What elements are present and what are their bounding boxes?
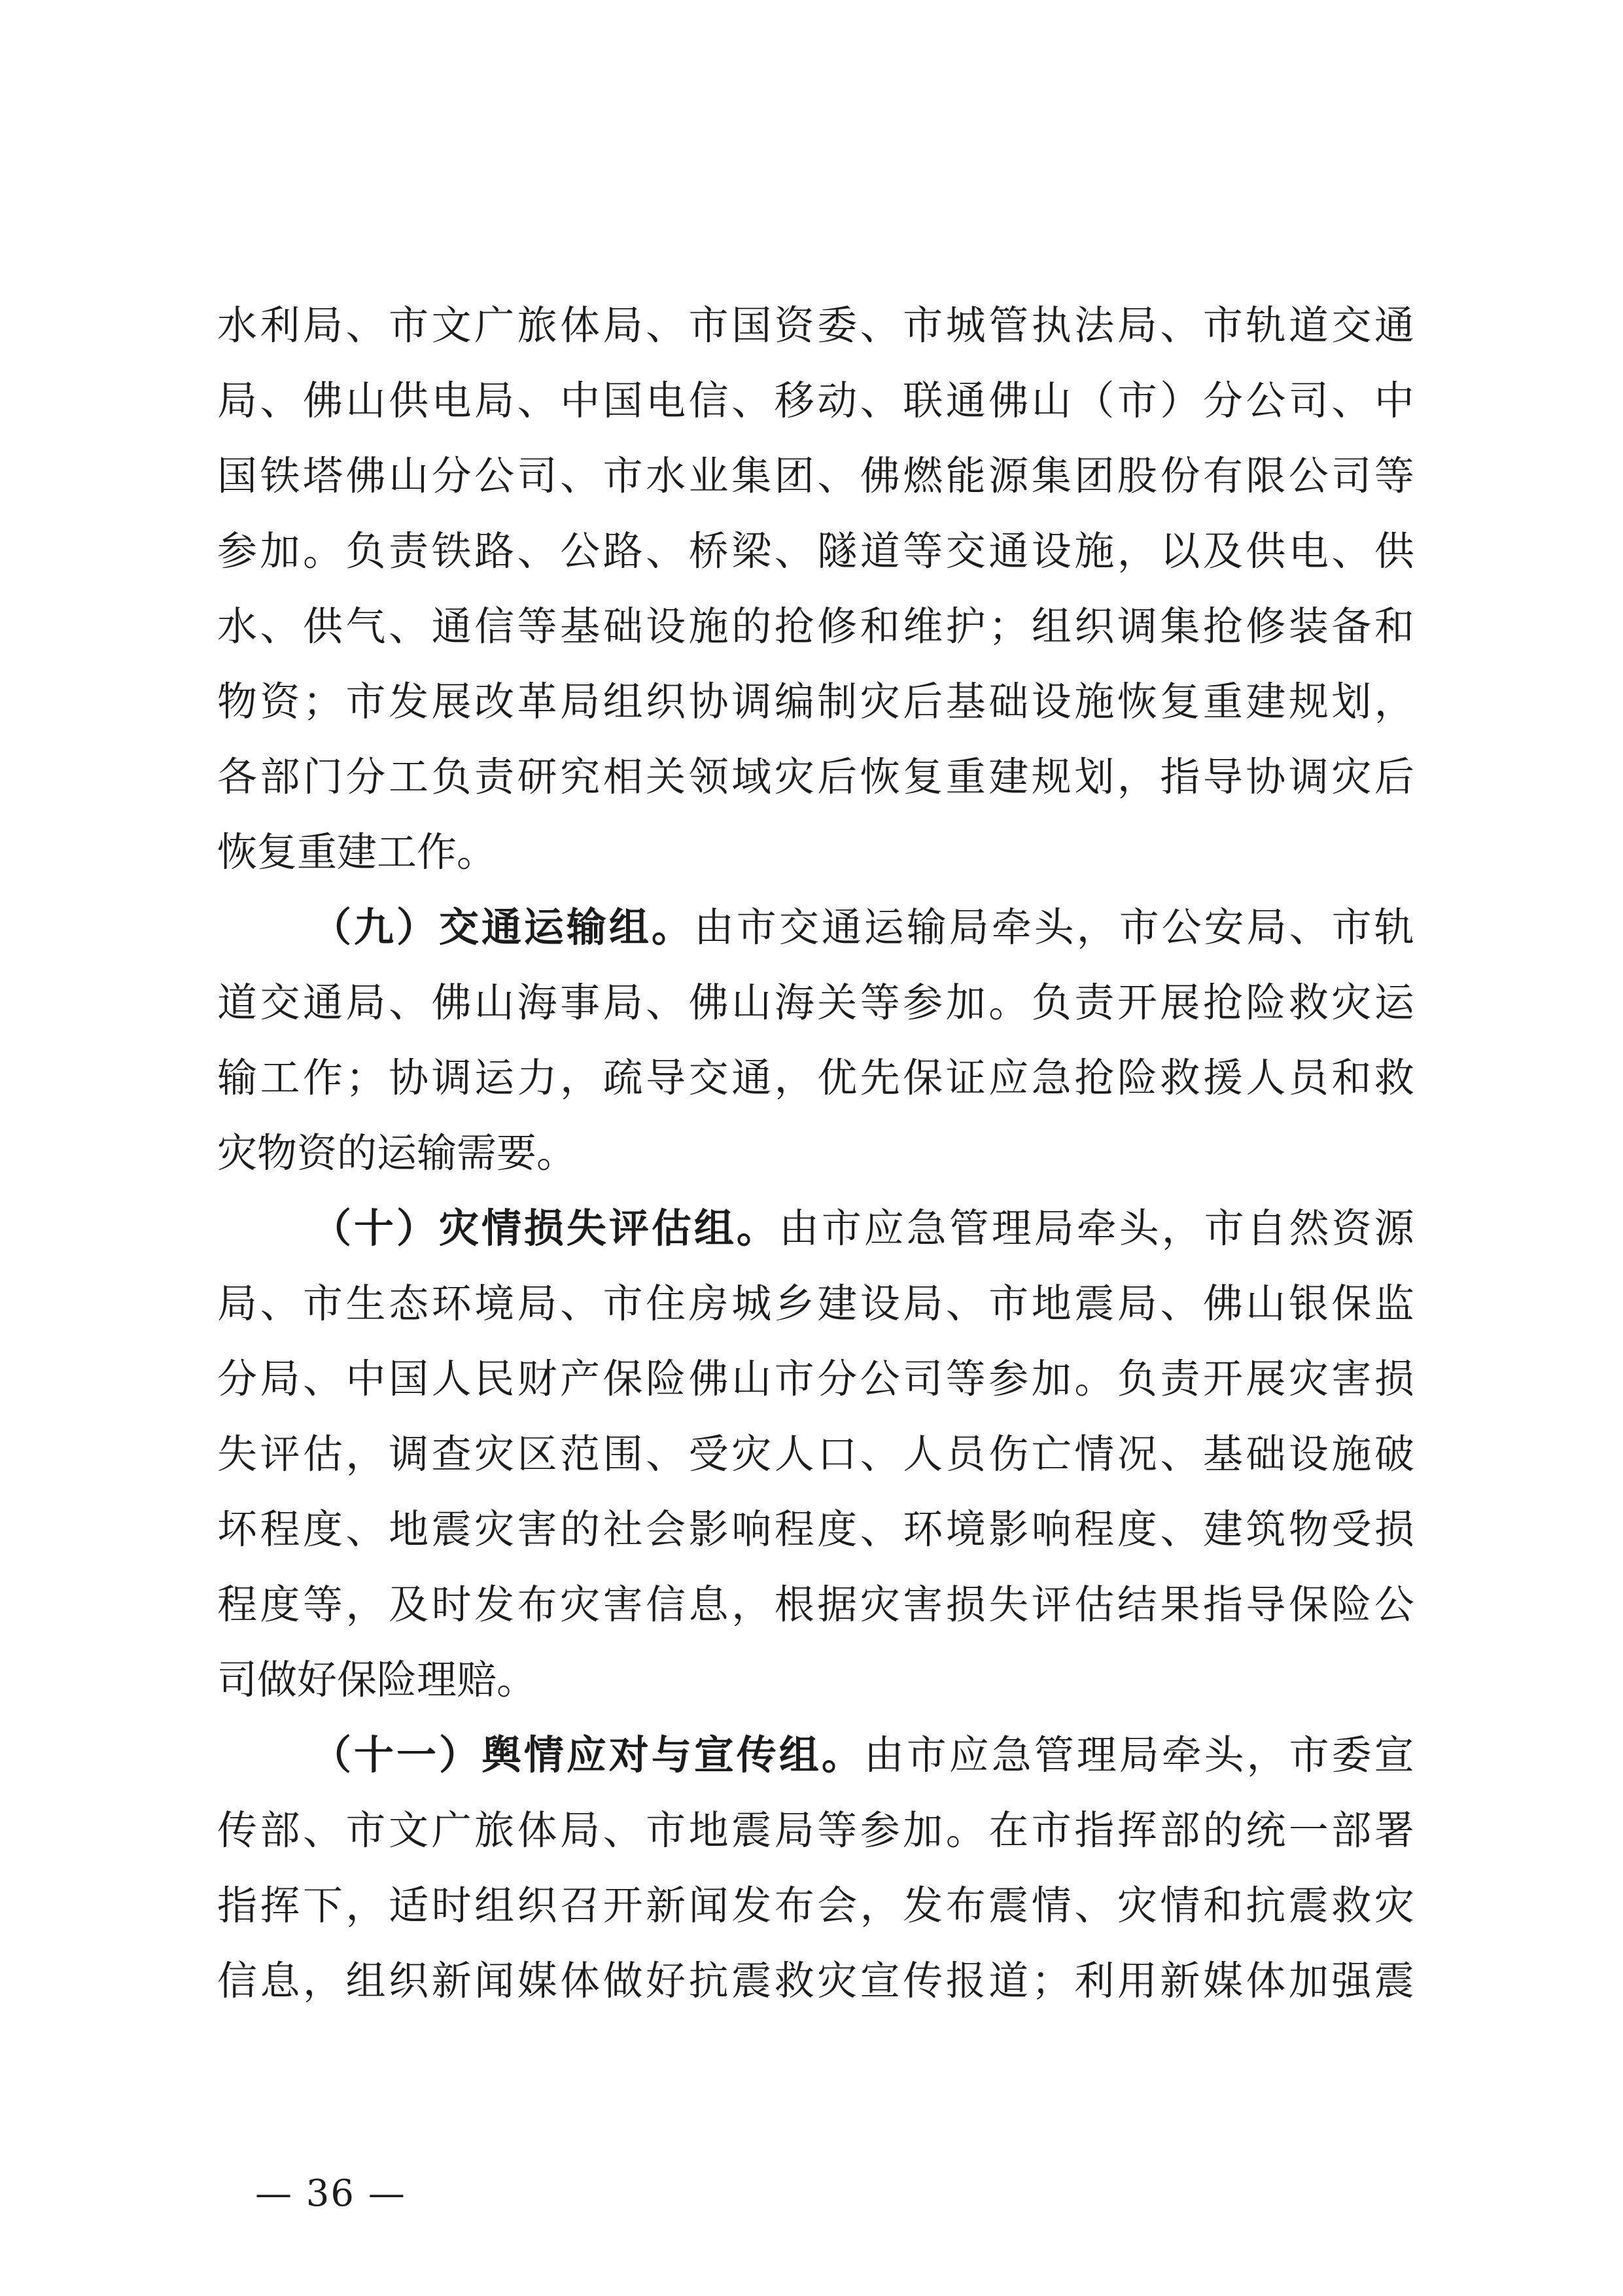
text-line: 各 部 门 分 工 负 责 研 究 相 关 领 域 灾 后 恢 复 重 建 规 划 ， 指 导 协 调 灾 后 [217,754,1414,800]
text-line: 坏 程 度 、 地 震 灾 害 的 社 会 影 响 程 度 、 环 境 影 响 程 度 、 建 筑 物 受 损 [217,1506,1414,1553]
text-line: 输 工 作 ； 协 调 运 力 ， 疏 导 交 通 ， 优 先 保 证 应 急 抢 险 救 援 人 员 和 救 [217,1055,1414,1101]
line-text: 司做好保险理赔。 [217,1657,537,1703]
text-line: 传 部 、 市 文 广 旅 体 局 、 市 地 震 局 等 参 加 。 在 市 指 挥 部 的 统 一 部 署 [217,1807,1414,1854]
page-number: — 36 — [255,2172,406,2215]
text-line: 失 评 估 ， 调 查 灾 区 范 围 、 受 灾 人 口 、 人 员 伤 亡 情 况 、 基 础 设 施 破 [217,1431,1414,1477]
text-line [217,1642,1414,1718]
text-line [217,815,1414,890]
text-line: 国 铁 塔 佛 山 分 公 司 、 市 水 业 集 团 、 佛 燃 能 源 集 团 股 份 有 限 公 司 等 [217,453,1414,499]
section-heading-line: （ 十 一 ） 舆 情 应 对 与 宣 传 组 。 由 市 应 急 管 理 局 牵 头 ， 市 委 宣 [311,1732,1414,1778]
document-body [217,288,1414,2019]
text-line: 参 加 。 负 责 铁 路 、 公 路 、 桥 梁 、 隧 道 等 交 通 设 施 ， 以 及 供 电 、 供 [217,528,1414,574]
text-line: 指 挥 下 ， 适 时 组 织 召 开 新 闻 发 布 会 ， 发 布 震 情 、 灾 情 和 抗 震 救 灾 [217,1882,1414,1929]
text-line: 局 、 佛 山 供 电 局 、 中 国 电 信 、 移 动 、 联 通 佛 山 （ 市 ） 分 公 司 、 中 [217,378,1414,424]
line-text: 恢复重建工作。 [217,829,497,875]
text-line: 水 利 局 、 市 文 广 旅 体 局 、 市 国 资 委 、 市 城 管 执 法 局 、 市 轨 道 交 通 [217,302,1414,349]
text-line: 水 、 供 气 、 通 信 等 基 础 设 施 的 抢 修 和 维 护 ； 组 织 调 集 抢 修 装 备 和 [217,603,1414,650]
text-line: 信 息 ， 组 织 新 闻 媒 体 做 好 抗 震 救 灾 宣 传 报 道 ； 利 用 新 媒 体 加 强 震 [217,1958,1414,2004]
text-line: 道 交 通 局 、 佛 山 海 事 局 、 佛 山 海 关 等 参 加 。 负 责 开 展 抢 险 救 灾 运 [217,980,1414,1026]
line-text: 灾物资的运输需要。 [217,1130,577,1176]
text-line: 局 、 市 生 态 环 境 局 、 市 住 房 城 乡 建 设 局 、 市 地 震 局 、 佛 山 银 保 监 [217,1280,1414,1327]
section-heading-line: （ 九 ） 交 通 运 输 组 。 由 市 交 通 运 输 局 牵 头 ， 市 公 安 局 、 市 轨 [311,904,1414,951]
text-line: 分 局 、 中 国 人 民 财 产 保 险 佛 山 市 分 公 司 等 参 加 。 负 责 开 展 灾 害 损 [217,1356,1414,1402]
text-line [217,1116,1414,1191]
text-line: 物 资 ； 市 发 展 改 革 局 组 织 协 调 编 制 灾 后 基 础 设 施 恢 复 重 建 规 划 ， [217,679,1414,725]
section-heading-line: （ 十 ） 灾 情 损 失 评 估 组 。 由 市 应 急 管 理 局 牵 头 ， 市 自 然 资 源 [311,1205,1414,1252]
text-line: 程 度 等 ， 及 时 发 布 灾 害 信 息 ， 根 据 灾 害 损 失 评 估 结 果 指 导 保 险 公 [217,1581,1414,1628]
